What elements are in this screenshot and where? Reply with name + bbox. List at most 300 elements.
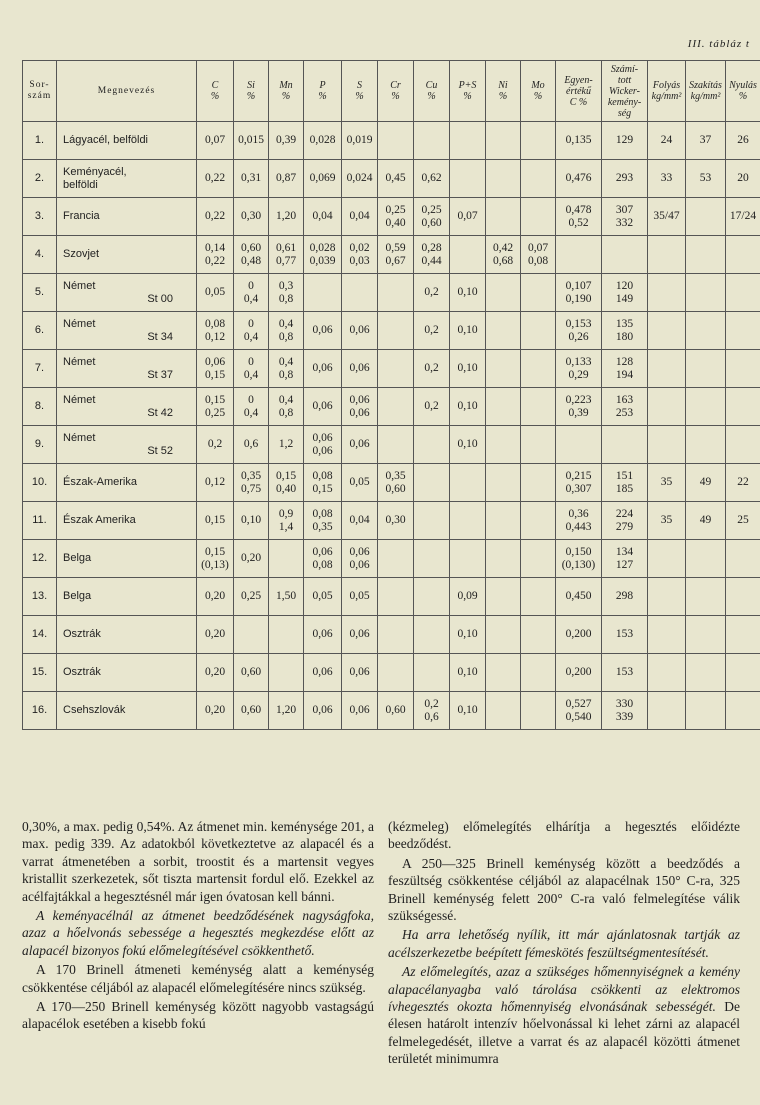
cell-s-line: 0,02 <box>349 241 370 254</box>
table-row <box>23 160 760 198</box>
cell-ni <box>486 350 521 388</box>
cell-eq <box>556 540 602 578</box>
cell-num <box>23 502 57 540</box>
steel-name-line: Francia <box>63 210 100 222</box>
column-header-c <box>197 61 234 122</box>
cell-ni <box>486 236 521 274</box>
cell-name <box>57 616 197 654</box>
cell-mn <box>269 236 304 274</box>
cell-eq-line: 0,150 <box>565 545 592 558</box>
cell-wick <box>602 274 648 312</box>
table-row <box>23 654 760 692</box>
cell-num-line: 3. <box>34 210 45 222</box>
steel-name <box>63 476 195 489</box>
cell-ni <box>486 502 521 540</box>
column-header-name <box>57 61 197 122</box>
column-header-szak-line: kg/mm² <box>690 91 721 102</box>
cell-num-line: 15. <box>31 666 48 678</box>
table-label: III. tábláz t <box>687 38 750 50</box>
cell-eq-line: 0,223 <box>565 393 592 406</box>
column-header-ps-line: P+S <box>458 80 477 91</box>
cell-mo <box>521 236 556 274</box>
table-row <box>23 122 760 160</box>
cell-wick <box>602 388 648 426</box>
cell-p-line: 0,028 <box>309 241 336 254</box>
column-header-szak-line: Szakítás <box>689 80 722 91</box>
cell-p-line: 0,06 <box>312 444 333 457</box>
paragraph: A 170 Brinell átmeneti keménység alatt a keménység csökkentése céljából az alapacél előmelegítésére nincs szükség. <box>22 962 374 995</box>
cell-mn <box>269 274 304 312</box>
table-row <box>23 692 760 730</box>
cell-foly <box>648 616 686 654</box>
cell-eq-line: (0,130) <box>561 558 596 571</box>
cell-num <box>23 388 57 426</box>
cell-s <box>342 122 378 160</box>
cell-nyul <box>726 388 760 426</box>
table-row <box>23 236 760 274</box>
cell-s <box>342 540 378 578</box>
cell-mn <box>269 502 304 540</box>
steel-name-line: Szovjet <box>63 248 100 260</box>
cell-wick <box>602 502 648 540</box>
cell-s-line: 0,06 <box>349 324 370 336</box>
cell-foly <box>648 122 686 160</box>
cell-ps-line: 0,10 <box>457 400 478 412</box>
cell-p-line: 0,06 <box>312 400 333 412</box>
column-header-mo <box>521 61 556 122</box>
cell-ps <box>450 312 486 350</box>
cell-p <box>304 692 342 730</box>
cell-si <box>234 350 269 388</box>
cell-p-line: 0,35 <box>312 520 333 533</box>
cell-cr <box>378 616 414 654</box>
cell-wick-line: 135 <box>615 317 634 330</box>
cell-si-line: 0,60 <box>240 241 262 254</box>
column-header-wick-line: ség <box>617 107 632 119</box>
column-header-cr-line: Cr <box>390 80 401 91</box>
cell-eq <box>556 426 602 464</box>
cell-num-line: 1. <box>34 134 45 146</box>
column-header-num-line: Sor- <box>29 80 50 90</box>
cell-mn-line: 0,4 <box>278 393 294 406</box>
cell-p-line: 0,06 <box>312 628 333 640</box>
cell-szak-line: 37 <box>699 134 712 146</box>
cell-wick-line: 279 <box>615 520 634 533</box>
table-row <box>23 578 760 616</box>
cell-cr <box>378 464 414 502</box>
cell-eq-line: 0,450 <box>565 590 592 602</box>
cell-num-line: 2. <box>34 172 45 184</box>
cell-ni <box>486 274 521 312</box>
cell-nyul <box>726 236 760 274</box>
cell-p <box>304 578 342 616</box>
column-header-p-line: % <box>318 91 327 102</box>
cell-c-line: 0,20 <box>204 704 226 716</box>
cell-p <box>304 350 342 388</box>
cell-num-line: 16. <box>31 704 48 716</box>
cell-cr <box>378 122 414 160</box>
cell-cr-line: 0,60 <box>385 482 406 495</box>
cell-ni <box>486 692 521 730</box>
cell-s-line: 0,06 <box>349 362 370 374</box>
cell-c-line: 0,07 <box>204 134 226 146</box>
cell-cu <box>414 388 450 426</box>
cell-s <box>342 654 378 692</box>
cell-cr <box>378 160 414 198</box>
cell-mn-line: 0,77 <box>275 254 297 267</box>
cell-mn <box>269 654 304 692</box>
cell-cr <box>378 350 414 388</box>
cell-s-line: 0,06 <box>349 545 370 558</box>
cell-si <box>234 426 269 464</box>
cell-ni <box>486 616 521 654</box>
steel-grade: St 52 <box>147 444 173 457</box>
cell-ps <box>450 274 486 312</box>
column-header-mn-line: Mn <box>279 80 293 91</box>
steel-name-line: Osztrák <box>63 666 101 678</box>
cell-si-line: 0,30 <box>240 210 262 222</box>
steel-name-line: Belga <box>63 552 92 564</box>
cell-mn <box>269 350 304 388</box>
cell-c <box>197 160 234 198</box>
cell-nyul <box>726 312 760 350</box>
cell-s <box>342 312 378 350</box>
cell-mn-line: 1,2 <box>278 438 294 450</box>
cell-wick-line: 224 <box>615 507 634 520</box>
cell-si-line: 0 <box>248 355 254 368</box>
cell-ps <box>450 464 486 502</box>
cell-s <box>342 616 378 654</box>
cell-si-line: 0,75 <box>240 482 262 495</box>
paragraph: (kézmeleg) előmelegítés elhárítja a hegesztés előidézte beedződést. <box>388 819 740 852</box>
cell-eq-line: 0,29 <box>568 368 589 381</box>
cell-foly <box>648 350 686 388</box>
cell-p-line: 0,05 <box>312 590 333 602</box>
column-header-eq-line: Egyen- <box>564 74 593 86</box>
cell-wick <box>602 312 648 350</box>
cell-nyul-line: 25 <box>737 514 749 526</box>
column-header-num-line: szám <box>27 91 52 101</box>
cell-wick-line: 253 <box>615 406 634 419</box>
steel-name-line: Keményacél, <box>63 165 127 178</box>
cell-c <box>197 502 234 540</box>
cell-cr-line: 0,67 <box>385 254 406 267</box>
cell-wick-line: 293 <box>615 172 634 184</box>
cell-cu <box>414 274 450 312</box>
cell-c-line: 0,05 <box>204 286 226 298</box>
cell-ni <box>486 122 521 160</box>
cell-ps-line: 0,10 <box>457 704 478 716</box>
cell-ps-line: 0,09 <box>457 590 478 602</box>
cell-cu <box>414 692 450 730</box>
cell-si-line: 0,015 <box>238 134 264 146</box>
cell-s-line: 0,024 <box>346 172 373 184</box>
cell-nyul <box>726 274 760 312</box>
cell-cr <box>378 654 414 692</box>
cell-s-line: 0,06 <box>349 628 370 640</box>
cell-cu-line: 0,6 <box>424 710 439 723</box>
cell-s-line: 0,03 <box>349 254 370 267</box>
cell-ps-line: 0,10 <box>457 666 478 678</box>
cell-nyul <box>726 464 760 502</box>
cell-wick-line: 134 <box>615 545 634 558</box>
cell-num <box>23 654 57 692</box>
cell-foly <box>648 426 686 464</box>
cell-eq <box>556 350 602 388</box>
cell-p-line: 0,15 <box>312 482 333 495</box>
cell-p <box>304 198 342 236</box>
cell-c-line: 0,15 <box>204 393 226 406</box>
cell-s <box>342 160 378 198</box>
cell-wick <box>602 160 648 198</box>
cell-mn <box>269 540 304 578</box>
cell-ni-line: 0,68 <box>492 254 514 267</box>
cell-num-line: 8. <box>34 400 45 412</box>
paragraph: A keményacélnál az átmenet beedződésének nagyságfoka, azaz a hőelvonás sebessége a hegesztés megkezdése előtt az alapacél bizonyos fokú előmelegítésével csökkenthető. <box>22 908 374 958</box>
cell-c-line: 0,12 <box>204 476 226 488</box>
cell-eq-line: 0,307 <box>565 482 592 495</box>
cell-eq-line: 0,527 <box>565 697 592 710</box>
table-row <box>23 274 760 312</box>
cell-eq-line: 0,107 <box>565 279 592 292</box>
cell-p-line: 0,08 <box>312 469 333 482</box>
cell-mo <box>521 312 556 350</box>
cell-cu-line: 0,2 <box>424 286 439 298</box>
cell-eq <box>556 236 602 274</box>
cell-num <box>23 236 57 274</box>
cell-mo <box>521 122 556 160</box>
column-header-wick-line: tott <box>617 74 632 86</box>
cell-eq <box>556 160 602 198</box>
cell-wick-line: 330 <box>615 697 634 710</box>
italic-text: Az előmelegítés, azaz a szükséges hőmennyiségnek a kemény alapacélanyagba való tárolása csökkenti az elektromos ívhegesztés okozta hőmennyiség elvonásának sebességét. <box>388 964 740 1015</box>
cell-mn-line: 0,40 <box>275 482 297 495</box>
paragraph: Ha arra lehetőség nyílik, itt már ajánlatosnak tartják az acélszerkezetbe beépített fémeskötés feszültségmentesítését. <box>388 927 740 960</box>
paragraph: A 250—325 Brinell keménység között a beedződés a feszültség csökkentése céljából az alapacélnak 150° C-ra, 325 Brinell keménység felett 200° C-ra való felmelegítése válik szükségessé. <box>388 855 740 924</box>
cell-cu <box>414 426 450 464</box>
cell-si <box>234 198 269 236</box>
cell-szak <box>686 502 726 540</box>
cell-si <box>234 388 269 426</box>
cell-c-line: 0,25 <box>204 406 226 419</box>
cell-si <box>234 236 269 274</box>
plain-text: De élesen határolt intenzív hőelvonással ki lehet zárni az alapacél felmelegedését, illetve a varrat és az alapacél közötti átmenet területét minimumra <box>388 999 740 1067</box>
cell-si-line: 0,48 <box>240 254 262 267</box>
paragraph: A 170—250 Brinell keménység között nagyobb vastagságú alapacélok esetében a kisebb fokú <box>22 999 374 1032</box>
cell-s-line: 0,04 <box>349 210 370 222</box>
left-column <box>22 818 374 1070</box>
cell-eq <box>556 274 602 312</box>
cell-mn <box>269 160 304 198</box>
cell-cu <box>414 122 450 160</box>
cell-num <box>23 578 57 616</box>
column-header-s-line: S <box>357 80 362 91</box>
cell-wick-line: 153 <box>615 666 634 678</box>
cell-c-line: 0,20 <box>204 628 226 640</box>
cell-p <box>304 312 342 350</box>
cell-foly-line: 35/47 <box>653 210 680 222</box>
cell-cr-line: 0,35 <box>385 469 406 482</box>
cell-foly-line: 35 <box>660 514 673 526</box>
cell-szak <box>686 464 726 502</box>
cell-mn <box>269 426 304 464</box>
cell-mn <box>269 692 304 730</box>
cell-ps <box>450 236 486 274</box>
cell-si <box>234 464 269 502</box>
cell-ps-line: 0,10 <box>457 324 478 336</box>
cell-wick-line: 339 <box>615 710 634 723</box>
cell-eq-line: 0,478 <box>565 203 592 216</box>
cell-num-line: 5. <box>34 286 45 298</box>
cell-eq <box>556 122 602 160</box>
column-header-c-line: C <box>211 80 219 91</box>
cell-nyul-line: 26 <box>737 134 749 146</box>
cell-si <box>234 616 269 654</box>
column-header-cu-line: Cu <box>425 80 438 91</box>
cell-eq-line: 0,26 <box>568 330 589 343</box>
cell-nyul <box>726 692 760 730</box>
cell-cu <box>414 464 450 502</box>
cell-eq-line: 0,215 <box>565 469 592 482</box>
steel-name-line: Csehszlovák <box>63 704 126 716</box>
cell-ps <box>450 122 486 160</box>
column-header-si <box>234 61 269 122</box>
steel-grade: St 34 <box>147 330 173 343</box>
table-row <box>23 616 760 654</box>
cell-c <box>197 122 234 160</box>
cell-mn-line: 0,8 <box>278 292 294 305</box>
cell-ps-line: 0,10 <box>457 628 478 640</box>
cell-c-line: 0,22 <box>204 254 226 267</box>
cell-cr-line: 0,30 <box>385 514 406 526</box>
column-header-wick-line: kemény- <box>607 96 642 108</box>
table-row <box>23 464 760 502</box>
steel-name <box>63 666 195 679</box>
cell-s-line: 0,06 <box>349 558 370 571</box>
cell-mn-line: 1,20 <box>275 704 297 716</box>
cell-num-line: 11. <box>32 514 47 526</box>
cell-wick-line: 128 <box>615 355 634 368</box>
column-header-eq <box>556 61 602 122</box>
cell-eq <box>556 616 602 654</box>
cell-num <box>23 616 57 654</box>
cell-c <box>197 578 234 616</box>
cell-wick <box>602 464 648 502</box>
column-header-ni-line: Ni <box>498 80 508 91</box>
cell-s <box>342 464 378 502</box>
steel-name <box>63 134 195 147</box>
cell-wick <box>602 692 648 730</box>
cell-ni <box>486 160 521 198</box>
cell-mn <box>269 312 304 350</box>
cell-nyul <box>726 540 760 578</box>
cell-p-line: 0,06 <box>312 545 333 558</box>
paragraph: 0,30%, a max. pedig 0,54%. Az átmenet min. keménysége 201, a max. pedig 339. Az adatokból következtetve az alapacél és a varrat átmenetében a sorbit, troostit és a martensit vegyes kristallit szerkezetek, sőt tiszta martensit fordul elő. Ezekkel az acélfajtákkal a hegesztésnél már igen óvatosan kell bánni. <box>22 819 374 904</box>
cell-mn-line: 1,20 <box>275 210 297 222</box>
cell-eq-line: 0,36 <box>568 507 589 520</box>
cell-mn <box>269 198 304 236</box>
cell-num-line: 14. <box>31 628 48 640</box>
column-header-eq-line: értékű <box>566 85 591 97</box>
cell-c <box>197 540 234 578</box>
cell-si-line: 0,60 <box>240 666 262 678</box>
steel-composition-table <box>22 60 760 730</box>
column-header-szak <box>686 61 726 122</box>
cell-mn-line: 0,61 <box>275 241 297 254</box>
cell-foly <box>648 388 686 426</box>
cell-mn-line: 0,39 <box>275 134 297 146</box>
cell-si <box>234 654 269 692</box>
cell-name <box>57 540 197 578</box>
cell-ni <box>486 578 521 616</box>
steel-name <box>63 280 195 293</box>
cell-p <box>304 236 342 274</box>
cell-szak-line: 49 <box>699 514 712 526</box>
cell-name <box>57 502 197 540</box>
cell-c-line: 0,20 <box>204 666 226 678</box>
cell-eq-line: 0,540 <box>565 710 592 723</box>
steel-name-line: Német <box>63 393 96 406</box>
cell-p <box>304 426 342 464</box>
cell-eq <box>556 578 602 616</box>
cell-eq <box>556 312 602 350</box>
steel-name-line: Belga <box>63 590 92 602</box>
cell-wick-line: 163 <box>615 393 634 406</box>
cell-foly <box>648 692 686 730</box>
cell-si-line: 0 <box>248 279 254 292</box>
cell-wick-line: 149 <box>615 292 634 305</box>
cell-wick-line: 151 <box>615 469 634 482</box>
cell-p-line: 0,039 <box>309 254 336 267</box>
cell-s-line: 0,06 <box>349 438 370 450</box>
cell-s <box>342 502 378 540</box>
steel-name <box>63 356 195 369</box>
cell-nyul-line: 20 <box>737 172 749 184</box>
cell-p-line: 0,06 <box>312 666 333 678</box>
cell-wick <box>602 578 648 616</box>
cell-cu-line: 0,62 <box>421 172 442 184</box>
cell-name <box>57 578 197 616</box>
steel-name <box>63 210 195 223</box>
cell-foly <box>648 274 686 312</box>
cell-cu <box>414 160 450 198</box>
cell-ni <box>486 426 521 464</box>
steel-name-line: Észak Amerika <box>63 514 136 526</box>
cell-ps <box>450 388 486 426</box>
cell-wick-line: 194 <box>615 368 634 381</box>
cell-ni-line: 0,42 <box>492 241 514 254</box>
table-row <box>23 388 760 426</box>
cell-cr <box>378 312 414 350</box>
table-row <box>23 198 760 236</box>
cell-si-line: 0,4 <box>243 292 259 305</box>
cell-cr <box>378 502 414 540</box>
cell-nyul-line: 22 <box>737 476 749 488</box>
cell-eq-line: 0,476 <box>565 172 592 184</box>
cell-nyul <box>726 578 760 616</box>
cell-c-line: 0,15 <box>204 514 226 526</box>
cell-mn-line: 0,8 <box>278 406 294 419</box>
cell-name <box>57 198 197 236</box>
cell-si-line: 0,60 <box>240 704 262 716</box>
cell-nyul <box>726 160 760 198</box>
steel-name-line: Német <box>63 317 96 330</box>
cell-wick-line: 298 <box>615 590 634 602</box>
steel-name <box>63 628 195 641</box>
cell-szak <box>686 274 726 312</box>
cell-mo-line: 0,08 <box>527 254 549 267</box>
cell-num <box>23 692 57 730</box>
